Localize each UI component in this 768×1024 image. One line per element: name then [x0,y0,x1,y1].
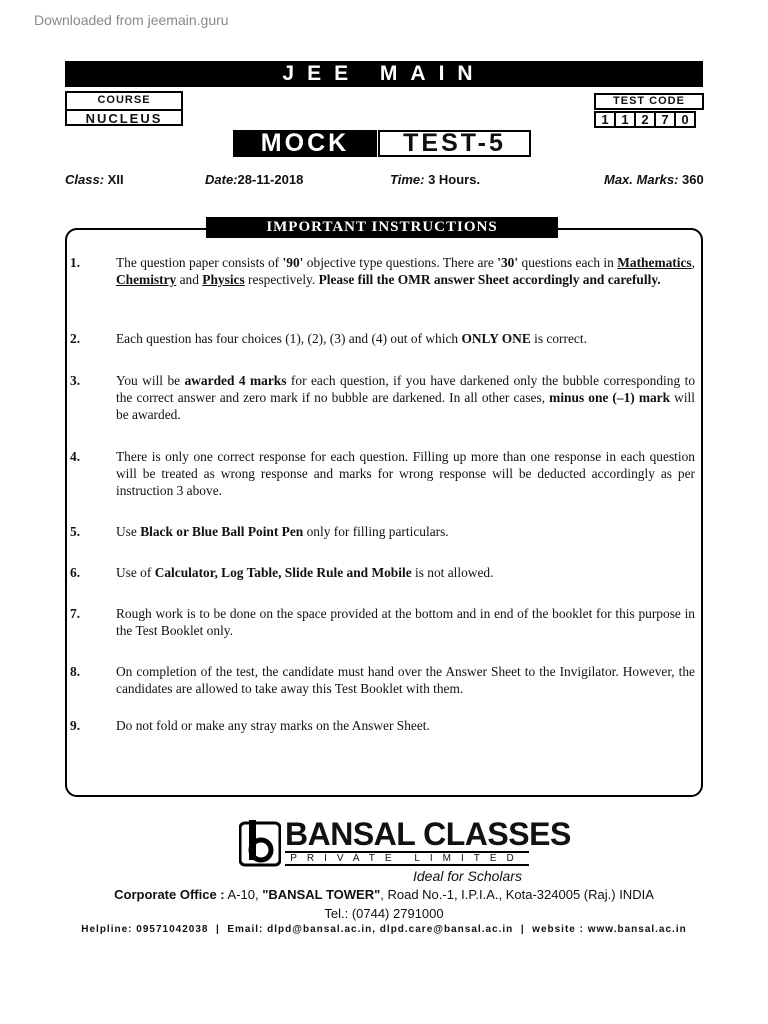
time-label: Time: [390,172,425,187]
corporate-address: Corporate Office : A-10, "BANSAL TOWER", Road No.-1, I.P.I.A., Kota-324005 (Raj.) INDIA [114,887,654,902]
telephone: Tel.: (0744) 2791000 [324,906,444,921]
test-code-label: TEST CODE [594,93,704,110]
class-value: XII [107,172,124,187]
instruction-number: 6. [70,565,81,580]
instruction-number: 5. [70,524,81,539]
instruction-item [70,605,695,639]
helpline-bar: Helpline: 09571042038 | Email: dlpd@bansal.ac.in, dlpd.care@bansal.ac.in | website : www.bansal.ac.in [81,924,687,935]
instruction-text: Do not fold or make any stray marks on the Answer Sheet. [116,718,430,733]
test-code-digit: 1 [614,111,636,128]
instruction-text: Each question has four choices (1), (2), (3) and (4) out of which ONLY ONE is correct. [116,331,587,346]
mock-label: MOCK [233,130,377,157]
watermark-text: Downloaded from jeemain.guru [34,12,229,28]
instruction-text: There is only one correct response for each question. Filling up more than one response in each question will be treated as wrong response and marks for wrong response will be deducted accordingly as per instruction 3 above. [116,449,695,498]
instruction-item [70,372,695,423]
instruction-number: 4. [70,449,81,464]
date-field [205,172,303,187]
instruction-item [70,330,695,347]
instruction-item [70,663,695,697]
instructions-title: IMPORTANT INSTRUCTIONS [206,217,558,238]
office-label: Corporate Office : [114,887,225,902]
instruction-number: 9. [70,718,81,733]
marks-value: 360 [682,172,704,187]
brand-tagline: Ideal for Scholars [413,868,522,884]
bansal-logo-icon [239,820,281,868]
time-value: 3 Hours. [428,172,481,187]
instructions-box [65,228,703,797]
instruction-number: 1. [70,255,81,270]
instruction-item [70,254,695,288]
instruction-text: You will be awarded 4 marks for each question, if you have darkened only the bubble corresponding to the correct answer and zero mark if no bubble are darkened. In all other cases, minus one (–1) mark will be awarded. [116,373,696,422]
course-value: NUCLEUS [85,111,163,126]
test-code-digit: 2 [634,111,656,128]
instruction-text: Rough work is to be done on the space provided at the bottom and in end of the booklet for this purpose in the Test Booklet only. [116,606,695,638]
test-code-digit: 1 [594,111,616,128]
instruction-text: Use Black or Blue Ball Point Pen only for filling particulars. [116,524,449,539]
instruction-text: Use of Calculator, Log Table, Slide Rule and Mobile is not allowed. [116,565,494,580]
marks-field [604,172,704,187]
test-code-digit: 7 [654,111,676,128]
instruction-number: 3. [70,373,81,388]
date-value: 28-11-2018 [237,172,304,187]
instruction-text: The question paper consists of '90' objective type questions. There are '30' questions each in Mathematics, Chemistry and Physics respectively. Please fill the OMR answer Sheet accordingly and carefully. [116,255,695,287]
date-label: Date: [205,172,238,187]
instruction-number: 7. [70,606,81,621]
exam-banner: JEE MAIN [65,61,703,87]
instruction-number: 2. [70,331,81,346]
test-code-digit: 0 [674,111,696,128]
class-label: Class: [65,172,105,187]
course-box [65,91,183,126]
class-field [65,172,124,187]
brand-subtitle: PRIVATE LIMITED [285,851,529,866]
instruction-text: On completion of the test, the candidate must hand over the Answer Sheet to the Invigilator. However, the candidates are allowed to take away this Test Booklet with them. [116,664,695,696]
marks-label: Max. Marks: [604,172,679,187]
instruction-item [70,448,695,499]
time-field [390,172,480,187]
instruction-item [70,717,695,734]
instruction-item [70,523,695,540]
instruction-number: 8. [70,664,81,679]
brand-name: BANSAL CLASSES [285,816,571,852]
instruction-item [70,564,695,581]
test-label: TEST-5 [378,130,531,157]
course-label: COURSE [67,93,181,111]
test-code-digits [594,111,696,128]
